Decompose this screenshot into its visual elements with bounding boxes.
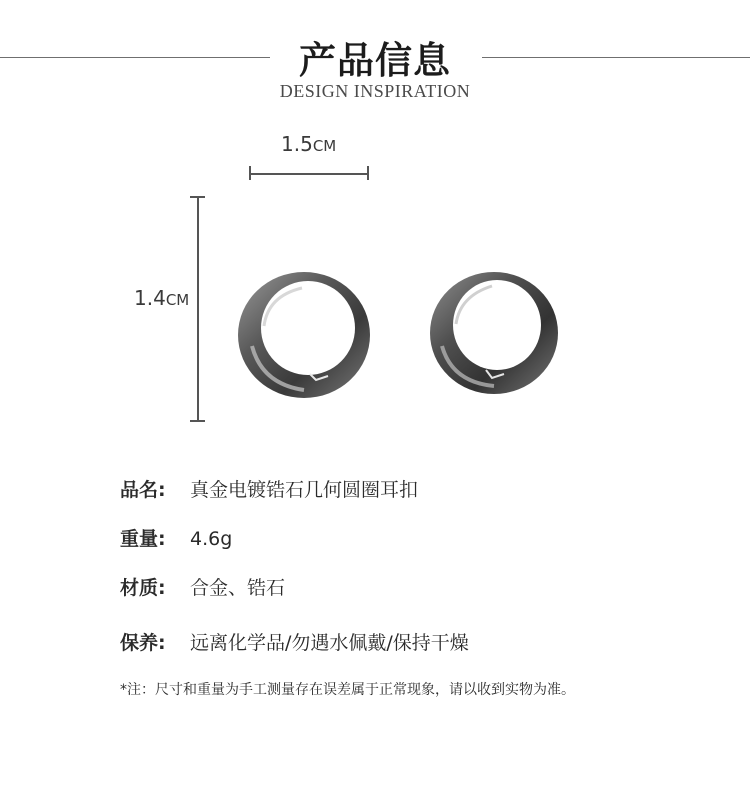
spec-row-care	[120, 628, 469, 655]
page-title: 产品信息	[299, 39, 451, 82]
width-tick-right	[367, 166, 369, 180]
height-dimension-line	[197, 196, 199, 422]
height-value: 1.4	[134, 286, 166, 310]
spec-value: 真金电镀锆石几何圆圈耳扣	[190, 479, 419, 501]
height-tick-bottom	[190, 420, 205, 422]
page-subtitle: DESIGN INSPIRATION	[279, 81, 471, 101]
measurement-note: *注：尺寸和重量为手工测量存在误差属于正常现象，请以收到实物为准。	[120, 682, 575, 698]
spec-row-name	[120, 475, 418, 502]
height-unit: CM	[165, 291, 190, 309]
spec-row-weight	[120, 524, 232, 551]
spec-value: 合金、锆石	[190, 577, 286, 599]
spec-label: 保养:	[120, 632, 166, 654]
hoop-earring-right-image	[424, 266, 564, 400]
spec-row-material	[120, 573, 285, 600]
width-unit: CM	[312, 137, 337, 155]
spec-label: 品名:	[120, 479, 166, 501]
spec-value: 远离化学品/勿遇水佩戴/保持干燥	[190, 632, 469, 654]
spec-label: 重量:	[120, 528, 166, 550]
width-dimension-label	[281, 132, 336, 156]
width-tick-left	[249, 166, 251, 180]
spec-label: 材质:	[120, 577, 166, 599]
width-dimension-line	[249, 173, 369, 175]
hoop-earring-left-image	[232, 266, 377, 404]
spec-value: 4.6g	[190, 528, 233, 550]
height-tick-top	[190, 196, 205, 198]
height-dimension-label	[134, 286, 189, 310]
width-value: 1.5	[281, 132, 313, 156]
